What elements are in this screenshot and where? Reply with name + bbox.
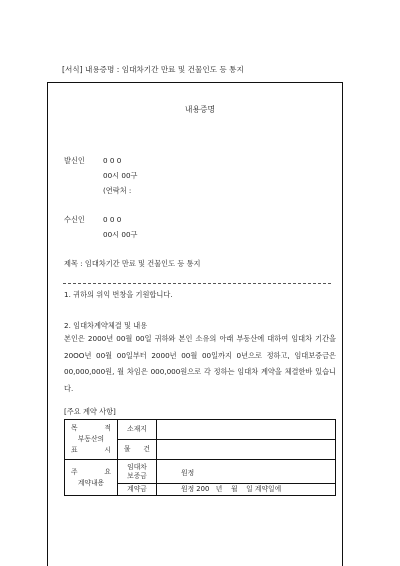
structure-label-cell	[118, 440, 157, 460]
document-title: 내용증명	[184, 105, 216, 114]
dashed-separator	[63, 283, 331, 284]
section-2-heading: 2. 임대차계약체결 및 내용	[64, 321, 148, 330]
deposit-label-line: 임대차	[127, 462, 147, 471]
structure-value-cell	[157, 440, 336, 460]
table-row	[65, 420, 336, 440]
deposit-value-cell: 원정	[157, 460, 336, 484]
terms-heading: [주요 계약 사항]	[64, 407, 116, 416]
sender-name: 0 0 0	[103, 156, 122, 165]
form-label: [서식] 내용증명 : 임대차기간 만료 및 건물인도 등 통지	[62, 65, 244, 74]
table-row	[65, 460, 336, 484]
structure-char: 물	[124, 445, 131, 453]
location-label-cell: 소재지	[118, 420, 157, 440]
recipient-name: 0 0 0	[103, 215, 122, 224]
location-value-cell	[157, 420, 336, 440]
property-char: 표	[71, 446, 78, 454]
property-char: 적	[104, 424, 111, 432]
deposit-label-line: 보증금	[127, 471, 147, 480]
contract-terms-table	[64, 419, 336, 496]
property-char: 시	[104, 446, 111, 454]
property-char: 목	[71, 424, 78, 432]
sender-contact: (연락처 :	[103, 186, 132, 195]
section-2-body: 본인은 2000년 00월 00일 귀하와 본인 소유의 아래 부동산에 대하여 임대차 기간을 20OO년 00월 00일부터 2000년 00월 00일까지 0년으로 정하고, 임대보증금은 00,000,000원, 월 차임은 000,000원으로 각 정하는 임대차 계약을 체결한바 있습니다.	[64, 334, 336, 393]
main-terms-char: 계약내용	[77, 478, 105, 487]
subject-line: 제목 : 임대차기간 만료 및 건물인도 등 통지	[64, 259, 201, 268]
payment-value-cell: 원정 200 년 월 일 계약일에	[157, 484, 336, 496]
section-1-text: 1. 귀하의 위익 번창을 기원합니다.	[64, 290, 173, 299]
recipient-address: 00시 00구	[103, 230, 138, 239]
recipient-label: 수신인	[64, 215, 85, 224]
property-char: 부동산의	[77, 435, 105, 443]
sender-address: 00시 00구	[103, 171, 138, 180]
main-terms-char: 주	[71, 467, 78, 476]
main-terms-char: 요	[104, 467, 111, 476]
payment-label-cell: 계약금	[118, 484, 157, 496]
property-header-cell	[65, 420, 118, 460]
structure-char: 건	[143, 445, 150, 453]
main-terms-header-cell	[65, 460, 118, 496]
sender-label: 발신인	[64, 156, 85, 165]
deposit-label-cell	[118, 460, 157, 484]
